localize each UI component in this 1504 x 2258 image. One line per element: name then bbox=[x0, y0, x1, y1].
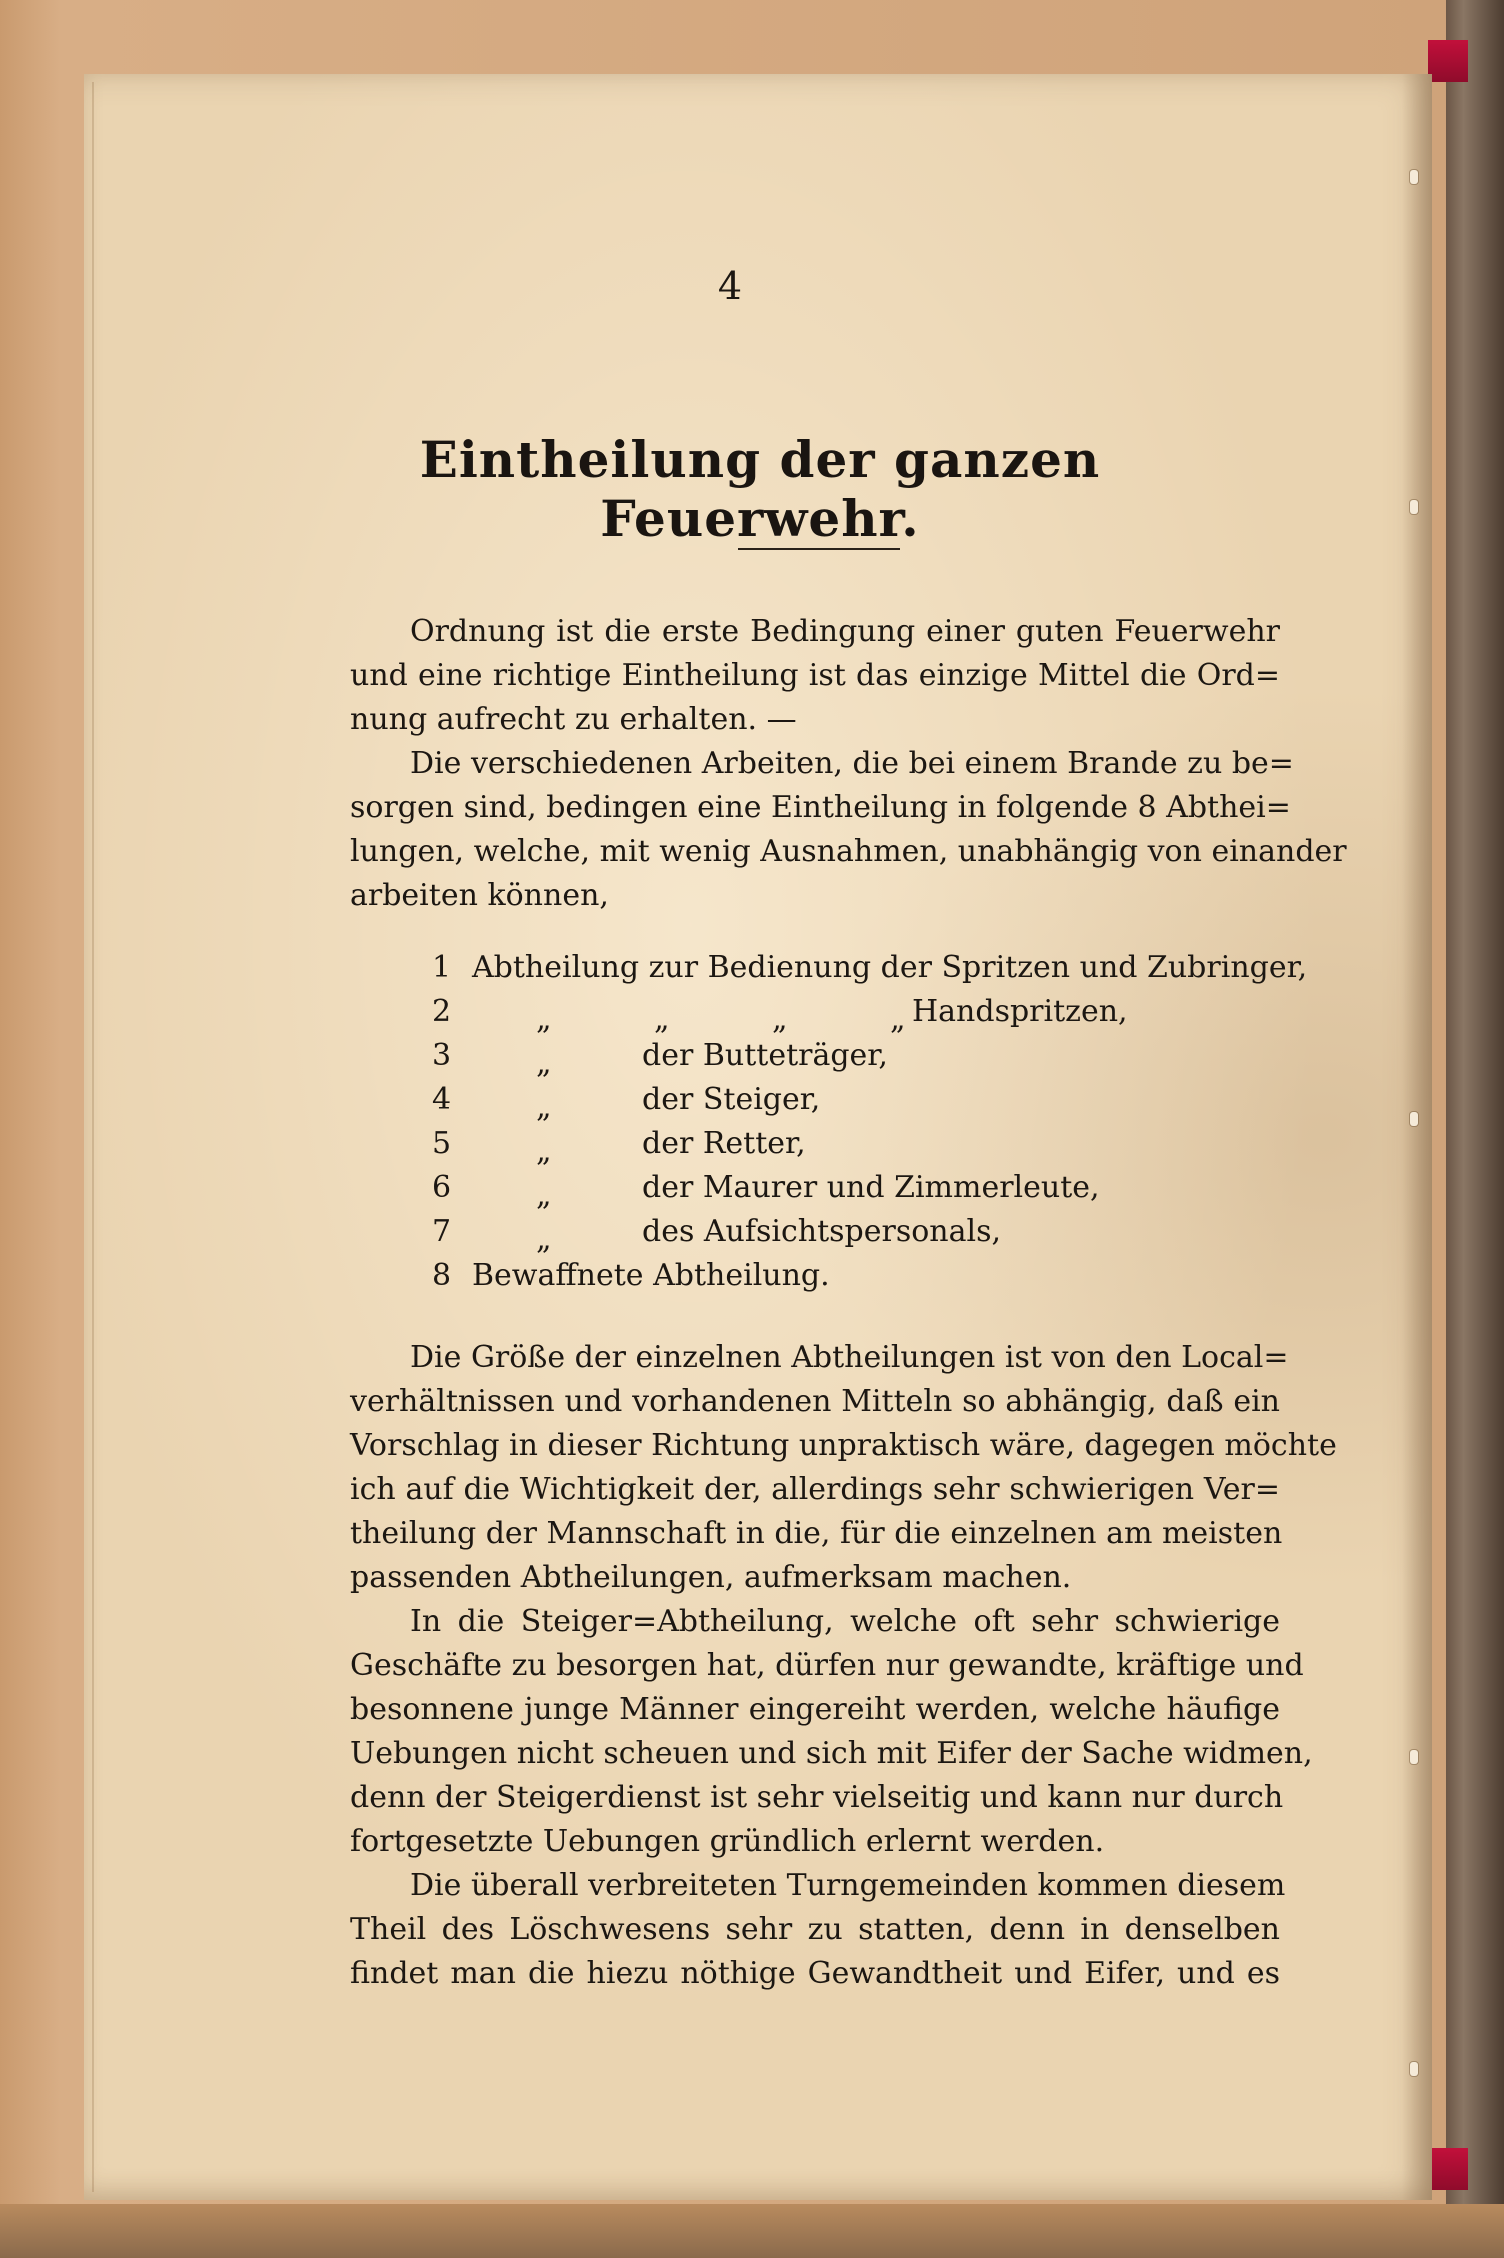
list-item-number: 5 bbox=[432, 1126, 452, 1161]
bookmark-ribbon-bottom bbox=[1428, 2148, 1468, 2190]
list-item bbox=[432, 1078, 1282, 1125]
text-line: findet man die hiezu nöthige Gewandtheit und Eifer, und es bbox=[350, 1956, 1280, 1991]
text-line: lungen, welche, mit wenig Ausnahmen, unabhängig von einander bbox=[350, 834, 1347, 869]
text-line: Uebungen nicht scheuen und sich mit Eifer der Sache widmen, bbox=[350, 1736, 1313, 1771]
list-item bbox=[432, 1034, 1282, 1081]
paragraph-order bbox=[350, 610, 1280, 742]
text-line: Die Größe der einzelnen Abtheilungen ist von den Local= bbox=[410, 1340, 1289, 1375]
ditto-mark: „ bbox=[536, 1090, 552, 1125]
division-list bbox=[432, 946, 1308, 1298]
binding-stitch bbox=[1410, 500, 1418, 514]
list-item bbox=[432, 946, 1308, 990]
list-item-number: 6 bbox=[432, 1170, 452, 1205]
ditto-mark: „ bbox=[536, 1002, 552, 1037]
binding-stitch bbox=[1410, 170, 1418, 184]
list-item bbox=[432, 990, 1282, 1037]
list-item-number: 7 bbox=[432, 1214, 452, 1249]
text-line: passenden Abtheilungen, aufmerksam machen. bbox=[350, 1560, 1072, 1595]
list-item-number: 8 bbox=[432, 1258, 452, 1293]
paragraph-size bbox=[350, 1336, 1337, 1600]
text-line: In die Steiger=Abtheilung, welche oft sehr schwierige bbox=[410, 1604, 1280, 1639]
title-divider bbox=[738, 548, 900, 550]
paragraph-work bbox=[350, 742, 1347, 918]
paragraph-gymnastics bbox=[350, 1864, 1286, 1996]
paragraph-climbers bbox=[350, 1600, 1313, 1864]
list-item-text: Handspritzen, bbox=[912, 994, 1128, 1029]
list-item-number: 4 bbox=[432, 1082, 452, 1117]
text-line: arbeiten können, bbox=[350, 878, 609, 913]
binding-stitch bbox=[1410, 1112, 1418, 1126]
list-item bbox=[432, 1210, 1282, 1257]
bookmark-ribbon-top bbox=[1428, 40, 1468, 82]
text-line: theilung der Mannschaft in die, für die einzelnen am meisten bbox=[350, 1516, 1283, 1551]
ditto-mark: „ bbox=[536, 1178, 552, 1213]
text-line: und eine richtige Eintheilung ist das einzige Mittel die Ord= bbox=[350, 658, 1280, 693]
list-item-text: der Butteträger, bbox=[642, 1038, 888, 1073]
list-item-text: der Steiger, bbox=[642, 1082, 821, 1117]
page-title: Eintheilung der ganzen Feuerwehr. bbox=[419, 430, 1101, 548]
list-item-text: der Retter, bbox=[642, 1126, 806, 1161]
text-line: verhältnissen und vorhandenen Mitteln so abhängig, daß ein bbox=[350, 1384, 1280, 1419]
text-line: Die überall verbreiteten Turngemeinden kommen diesem bbox=[410, 1868, 1286, 1903]
text-line: Ordnung ist die erste Bedingung einer guten Feuerwehr bbox=[410, 614, 1280, 649]
text-line: denn der Steigerdienst ist sehr vielseitig und kann nur durch bbox=[350, 1780, 1284, 1815]
ditto-mark: „ bbox=[536, 1134, 552, 1169]
list-item-text: der Maurer und Zimmerleute, bbox=[642, 1170, 1100, 1205]
text-line: Theil des Löschwesens sehr zu statten, denn in denselben bbox=[350, 1912, 1280, 1947]
text-line: ich auf die Wichtigkeit der, allerdings sehr schwierigen Ver= bbox=[350, 1472, 1280, 1507]
list-item-text: Abtheilung zur Bedienung der Spritzen und Zubringer, bbox=[472, 950, 1308, 985]
list-item bbox=[432, 1122, 1282, 1169]
binding-stitch bbox=[1410, 2062, 1418, 2076]
ditto-mark: „ bbox=[536, 1046, 552, 1081]
text-line: fortgesetzte Uebungen gründlich erlernt werden. bbox=[350, 1824, 1105, 1859]
list-item-number: 3 bbox=[432, 1038, 452, 1073]
page-number: 4 bbox=[717, 264, 743, 308]
list-item-text: des Aufsichtspersonals, bbox=[642, 1214, 1002, 1249]
list-item-number: 1 bbox=[432, 950, 452, 985]
ditto-mark: „ bbox=[536, 1222, 552, 1257]
page-gutter bbox=[1402, 74, 1432, 2200]
ditto-mark: „ bbox=[772, 1002, 788, 1037]
text-line: besonnene junge Männer eingereiht werden, welche häufige bbox=[350, 1692, 1280, 1727]
list-item bbox=[432, 1166, 1282, 1213]
text-line: Geschäfte zu besorgen hat, dürfen nur gewandte, kräftige und bbox=[350, 1648, 1304, 1683]
list-item-number: 2 bbox=[432, 994, 452, 1029]
text-line: Die verschiedenen Arbeiten, die bei einem Brande zu be= bbox=[410, 746, 1294, 781]
list-item bbox=[432, 1254, 1282, 1298]
book-bottom-edge bbox=[0, 2204, 1504, 2258]
binding-stitch bbox=[1410, 1750, 1418, 1764]
book-spine-edge bbox=[1446, 0, 1504, 2258]
text-line: sorgen sind, bedingen eine Eintheilung in folgende 8 Abthei= bbox=[350, 790, 1291, 825]
list-item-text: Bewaffnete Abtheilung. bbox=[472, 1258, 830, 1293]
ditto-mark: „ bbox=[654, 1002, 670, 1037]
text-line: nung aufrecht zu erhalten. — bbox=[350, 702, 797, 737]
ditto-mark: „ bbox=[890, 1002, 906, 1037]
text-line: Vorschlag in dieser Richtung unpraktisch wäre, dagegen möchte bbox=[350, 1428, 1337, 1463]
